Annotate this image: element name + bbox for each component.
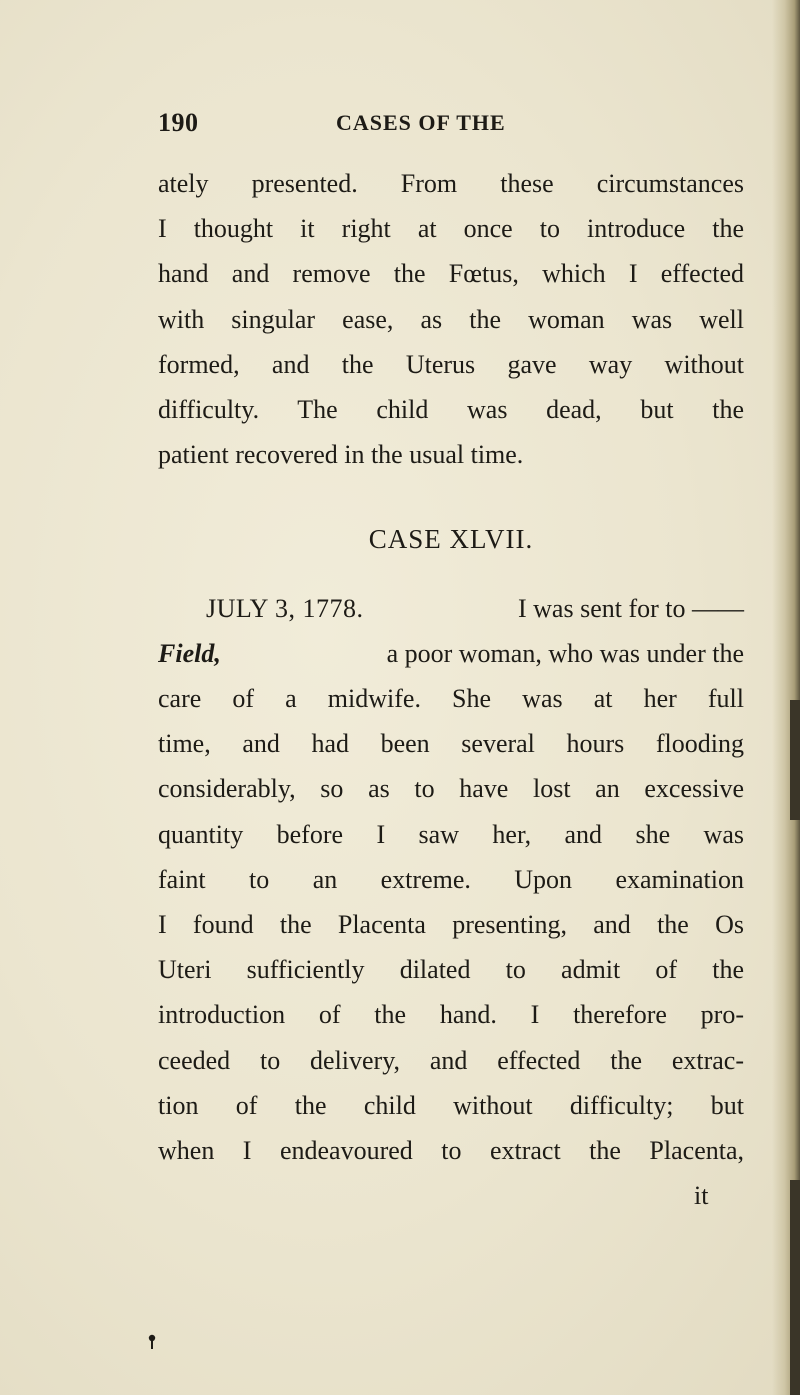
text-line: formed, and the Uterus gave way without — [158, 350, 744, 379]
text-line: tion of the child without difficulty; but — [158, 1091, 744, 1120]
text-line: quantity before I saw her, and she was — [158, 820, 744, 849]
text-line: patient recovered in the usual time. — [158, 440, 524, 469]
text-line: ately presented. From these circumstances — [158, 169, 744, 198]
catchword: it — [694, 1181, 709, 1210]
page-edge-dark-1 — [790, 700, 800, 820]
running-head: CASES OF THE — [336, 110, 506, 135]
text-line: hand and remove the Fœtus, which I effected — [158, 259, 744, 288]
page-header — [158, 108, 578, 148]
text-line: with singular ease, as the woman was well — [158, 305, 744, 334]
text-line-second — [158, 637, 744, 671]
text-line-first — [206, 592, 744, 626]
case-heading: CASE XLVII. — [368, 524, 534, 554]
text-line: when I endeavoured to extract the Placenta, — [158, 1136, 744, 1165]
text-line: ceeded to delivery, and effected the extrac- — [158, 1046, 744, 1075]
ink-mark-icon — [148, 1334, 156, 1349]
text-line: difficulty. The child was dead, but the — [158, 395, 744, 424]
text-line: introduction of the hand. I therefore pro- — [158, 1000, 744, 1029]
text-line: I thought it right at once to introduce the — [158, 214, 744, 243]
patient-name: Field, — [158, 639, 221, 668]
page-number: 190 — [158, 108, 199, 137]
text-line: Uteri sufficiently dilated to admit of the — [158, 955, 744, 984]
text-line: considerably, so as to have lost an excessive — [158, 774, 744, 803]
text-line: time, and had been several hours flooding — [158, 729, 744, 758]
page-edge-dark-2 — [790, 1180, 800, 1395]
case-date: JULY 3, 1778. — [206, 594, 364, 623]
text-line: faint to an extreme. Upon examination — [158, 865, 744, 894]
first-line-text: I was sent for to —— — [517, 594, 744, 623]
text-line: care of a midwife. She was at her full — [158, 684, 744, 713]
second-line-text: a poor woman, who was under the — [386, 639, 744, 668]
text-line: I found the Placenta presenting, and the Os — [158, 910, 744, 939]
